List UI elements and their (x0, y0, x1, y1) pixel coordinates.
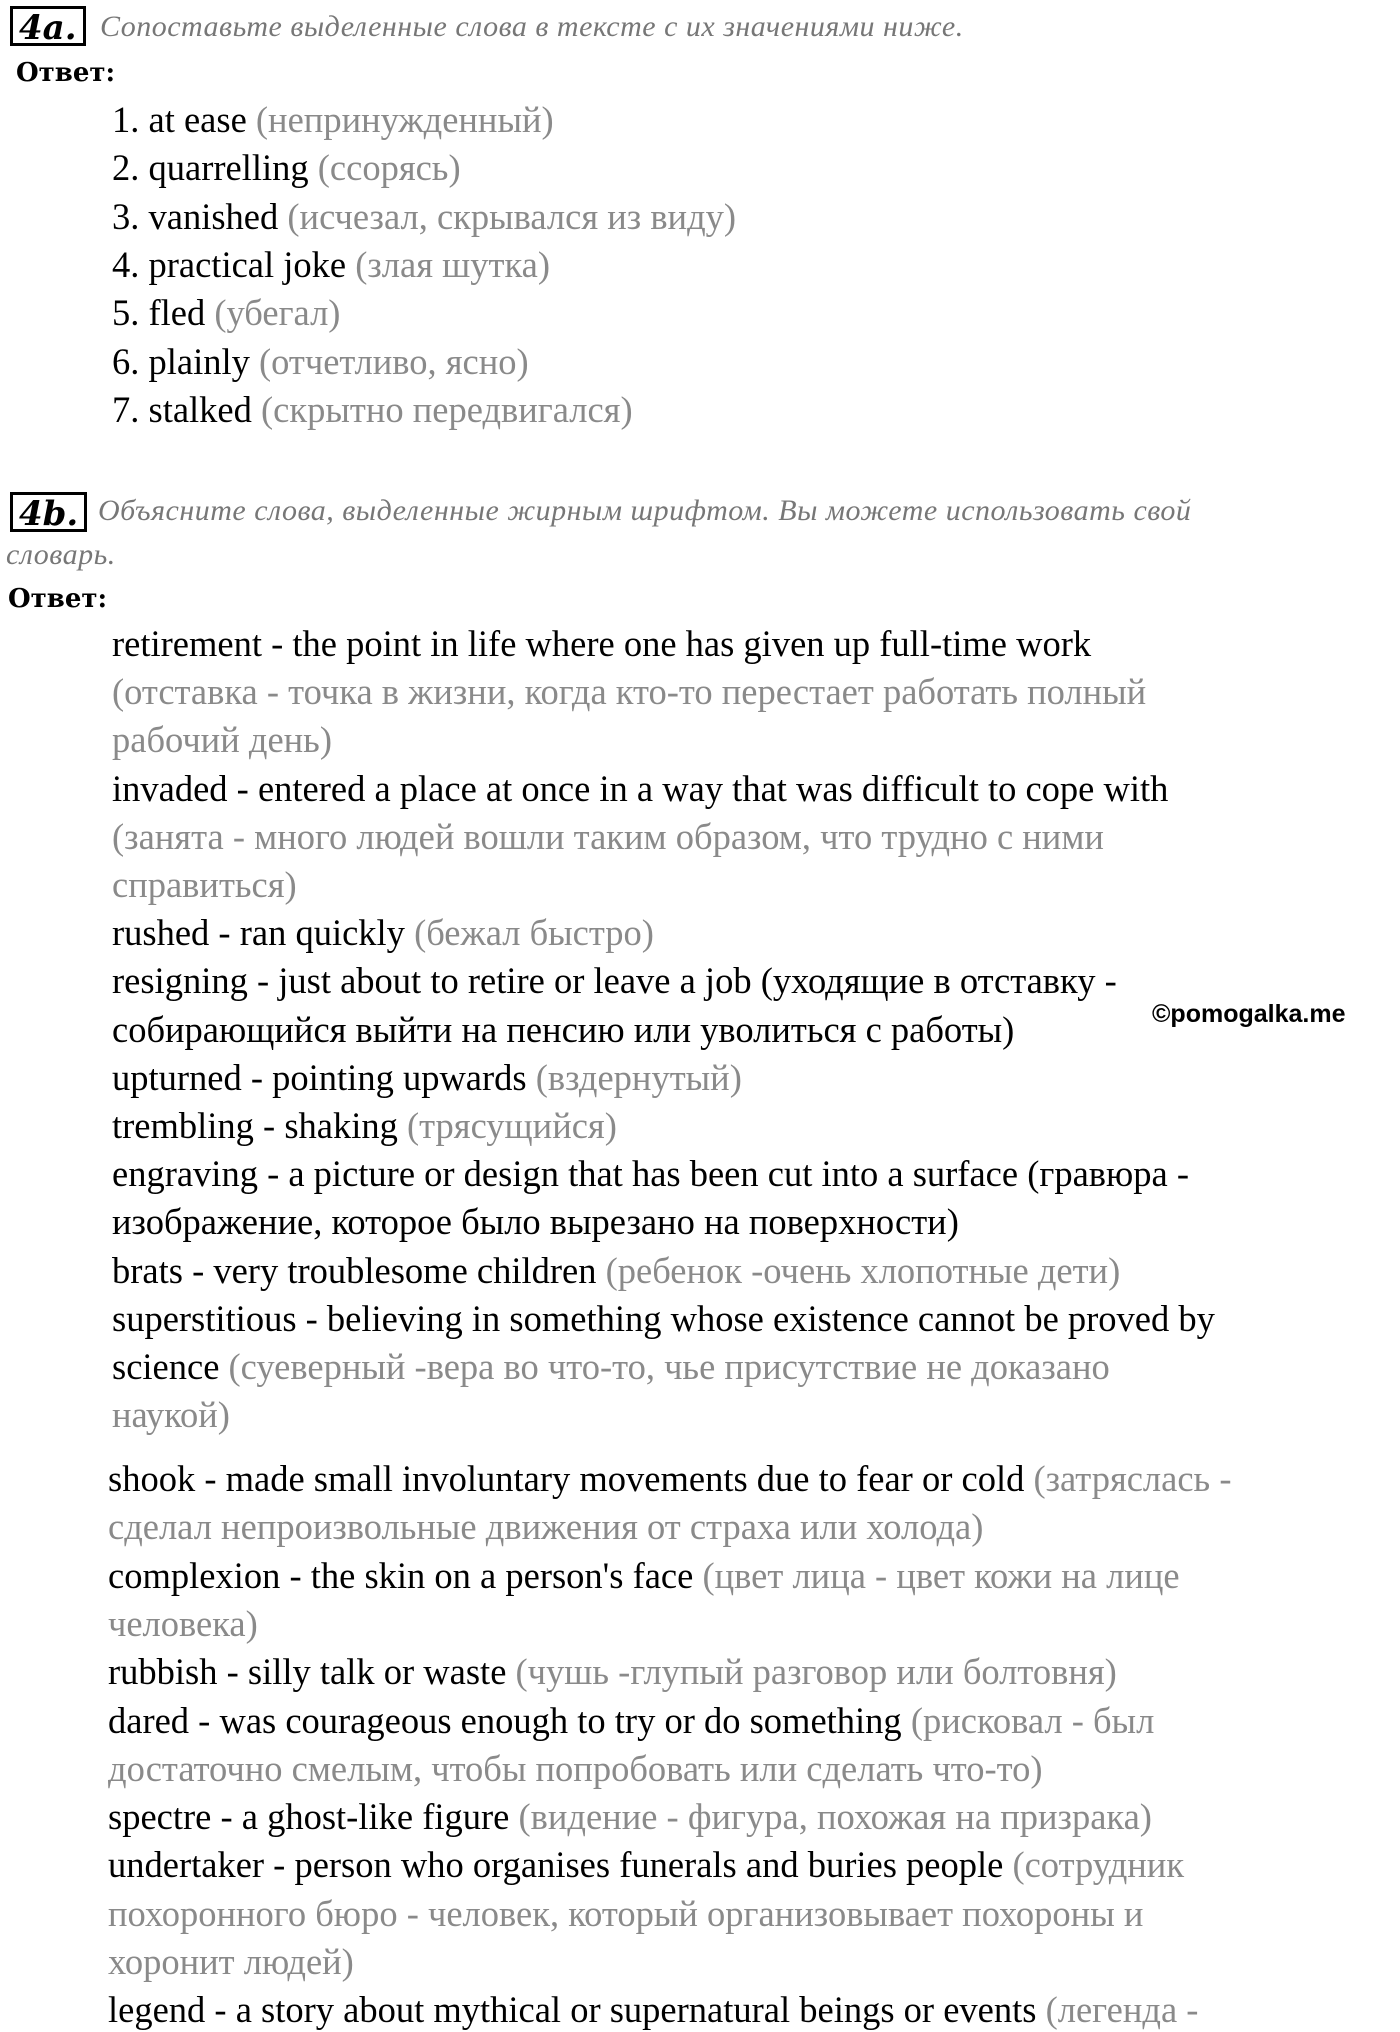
item-word: plainly (148, 340, 250, 382)
definition-translation: похоронного бюро - человек, который организовывает похороны и (108, 1892, 1144, 1934)
definition-translation: (видение - фигура, похожая на призрака) (518, 1796, 1152, 1838)
answer-item (112, 340, 529, 382)
item-number: 5. (112, 292, 140, 334)
definition-line (112, 1346, 1110, 1387)
exercise-4a-answer-label: Ответ: (16, 58, 116, 88)
item-translation: (исчезал, скрывался из виду) (287, 195, 737, 237)
definition-translation: (занята - много людей вошли таким образом, что трудно с ними (112, 815, 1104, 857)
item-number: 4. (112, 243, 140, 285)
item-number: 6. (112, 340, 140, 382)
definition-translation: наукой) (112, 1394, 230, 1436)
definition-text: retirement - the point in life where one has given up full-time work (112, 623, 1092, 664)
definition-translation: рабочий день) (112, 719, 332, 761)
definition-translation: хоронит людей) (108, 1941, 354, 1982)
definition-text: brats - very troublesome children (112, 1249, 606, 1291)
definition-text: engraving - a picture or design that has been cut into a surface (гравюра - (112, 1153, 1189, 1195)
definition-line (108, 1602, 258, 1644)
definition-line (112, 864, 297, 905)
item-translation: (злая шутка) (355, 243, 550, 285)
definition-line (108, 1941, 354, 1982)
definition-line (112, 623, 1092, 664)
item-word: stalked (148, 388, 252, 430)
definition-line (108, 1651, 1117, 1693)
item-number: 1. (112, 99, 140, 140)
definition-line (112, 912, 654, 954)
item-translation: (отчетливо, ясно) (259, 340, 529, 382)
definition-line (112, 767, 1169, 809)
definition-text: trembling - shaking (112, 1105, 407, 1146)
definition-translation: (бежал быстро) (414, 912, 654, 954)
definition-translation: (вздернутый) (535, 1056, 742, 1098)
answer-item (112, 292, 341, 334)
definition-translation: справиться) (112, 864, 297, 905)
definition-line (108, 1506, 984, 1548)
definition-text: rubbish - silly talk or waste (108, 1651, 516, 1693)
definition-text: complexion - the skin on a person's face (108, 1554, 703, 1596)
definition-text: legend - a story about mythical or supernatural beings or events (108, 1989, 1046, 2031)
definition-line (112, 815, 1104, 857)
item-word: at ease (148, 99, 247, 140)
definition-line (108, 1747, 1043, 1789)
definition-translation: сделал непроизвольные движения от страха или холода) (108, 1506, 984, 1548)
item-number: 2. (112, 147, 140, 189)
definition-translation: (чушь -глупый разговор или болтовня) (515, 1651, 1117, 1693)
definition-translation: (отставка - точка в жизни, когда кто-то перестает работать полный (112, 671, 1147, 713)
definition-line (112, 1105, 617, 1146)
item-translation: (скрытно передвигался) (261, 388, 633, 430)
item-translation: (убегал) (214, 292, 341, 334)
definition-line (112, 1201, 959, 1243)
definition-line (112, 1394, 230, 1436)
definition-line (112, 1153, 1189, 1195)
definition-text: upturned - pointing upwards (112, 1056, 536, 1098)
definition-line (108, 1989, 1199, 2031)
item-translation: (непринужденный) (255, 99, 554, 140)
item-word: vanished (148, 195, 279, 237)
definition-text: spectre - a ghost-like figure (108, 1796, 519, 1838)
definition-text: изображение, которое было вырезано на поверхности) (112, 1201, 959, 1243)
definition-translation: (легенда - (1045, 1989, 1199, 2031)
definition-line (112, 1249, 1121, 1291)
definition-line (112, 1008, 1015, 1050)
definition-line (108, 1892, 1144, 1934)
exercise-4a-instruction: Сопоставьте выделенные слова в тексте с их значениями ниже. (100, 10, 964, 43)
answer-item (112, 388, 633, 430)
exercise-4b-answer-label: Ответ: (8, 584, 108, 614)
item-translation: (ссорясь) (317, 147, 461, 189)
answer-item (112, 243, 550, 285)
definition-translation: человека) (108, 1602, 258, 1644)
answer-item (112, 99, 554, 140)
item-number: 7. (112, 388, 140, 430)
definition-translation: (сотрудник (1012, 1844, 1185, 1886)
definition-translation: (цвет лица - цвет кожи на лице (702, 1554, 1180, 1596)
definition-text: superstitious - believing in something whose existence cannot be proved by (112, 1297, 1215, 1339)
definition-translation: (ребенок -очень хлопотные дети) (605, 1249, 1121, 1291)
definition-text: invaded - entered a place at once in a way that was difficult to cope with (112, 767, 1169, 809)
item-number: 3. (112, 195, 140, 237)
definition-text: resigning - just about to retire or leave a job (уходящие в отставку - (112, 960, 1117, 1002)
definition-translation: (суеверный -вера во что-то, чье присутствие не доказано (228, 1346, 1110, 1387)
definition-line (108, 1796, 1152, 1838)
exercise-4b-label: 4b. (10, 492, 87, 532)
definition-translation: достаточно смелым, чтобы попробовать или сделать что-то) (108, 1747, 1043, 1789)
answer-item (112, 195, 737, 237)
definition-text: собирающийся выйти на пенсию или уволиться с работы) (112, 1008, 1015, 1050)
exercise-4b-instruction-line2: словарь. (6, 538, 116, 571)
definition-line (112, 719, 332, 761)
definition-line (108, 1554, 1180, 1596)
definition-line (108, 1844, 1185, 1886)
item-word: quarrelling (148, 147, 309, 189)
item-word: practical joke (148, 243, 347, 285)
definition-translation: (рисковал - был (910, 1699, 1155, 1741)
definition-line (112, 1297, 1215, 1339)
definition-line (112, 671, 1147, 713)
definition-line (112, 960, 1117, 1002)
exercise-4b-instruction-line1: Объясните слова, выделенные жирным шрифтом. Вы можете использовать свой (98, 494, 1192, 527)
definition-text: science (112, 1346, 229, 1387)
definition-line (108, 1458, 1232, 1499)
definition-text: shook - made small involuntary movements due to fear or cold (108, 1458, 1034, 1499)
definition-translation: (затряслась - (1033, 1458, 1232, 1499)
answer-item (112, 147, 461, 189)
definition-text: rushed - ran quickly (112, 912, 415, 954)
definition-text: dared - was courageous enough to try or do something (108, 1699, 911, 1741)
definition-line (112, 1056, 742, 1098)
watermark: ©pomogalka.me (1152, 1000, 1346, 1028)
exercise-4a-label: 4a. (10, 6, 86, 46)
item-word: fled (148, 292, 206, 334)
definition-translation: (трясущийся) (407, 1105, 617, 1146)
definition-line (108, 1699, 1155, 1741)
definition-text: undertaker - person who organises funerals and buries people (108, 1844, 1013, 1886)
